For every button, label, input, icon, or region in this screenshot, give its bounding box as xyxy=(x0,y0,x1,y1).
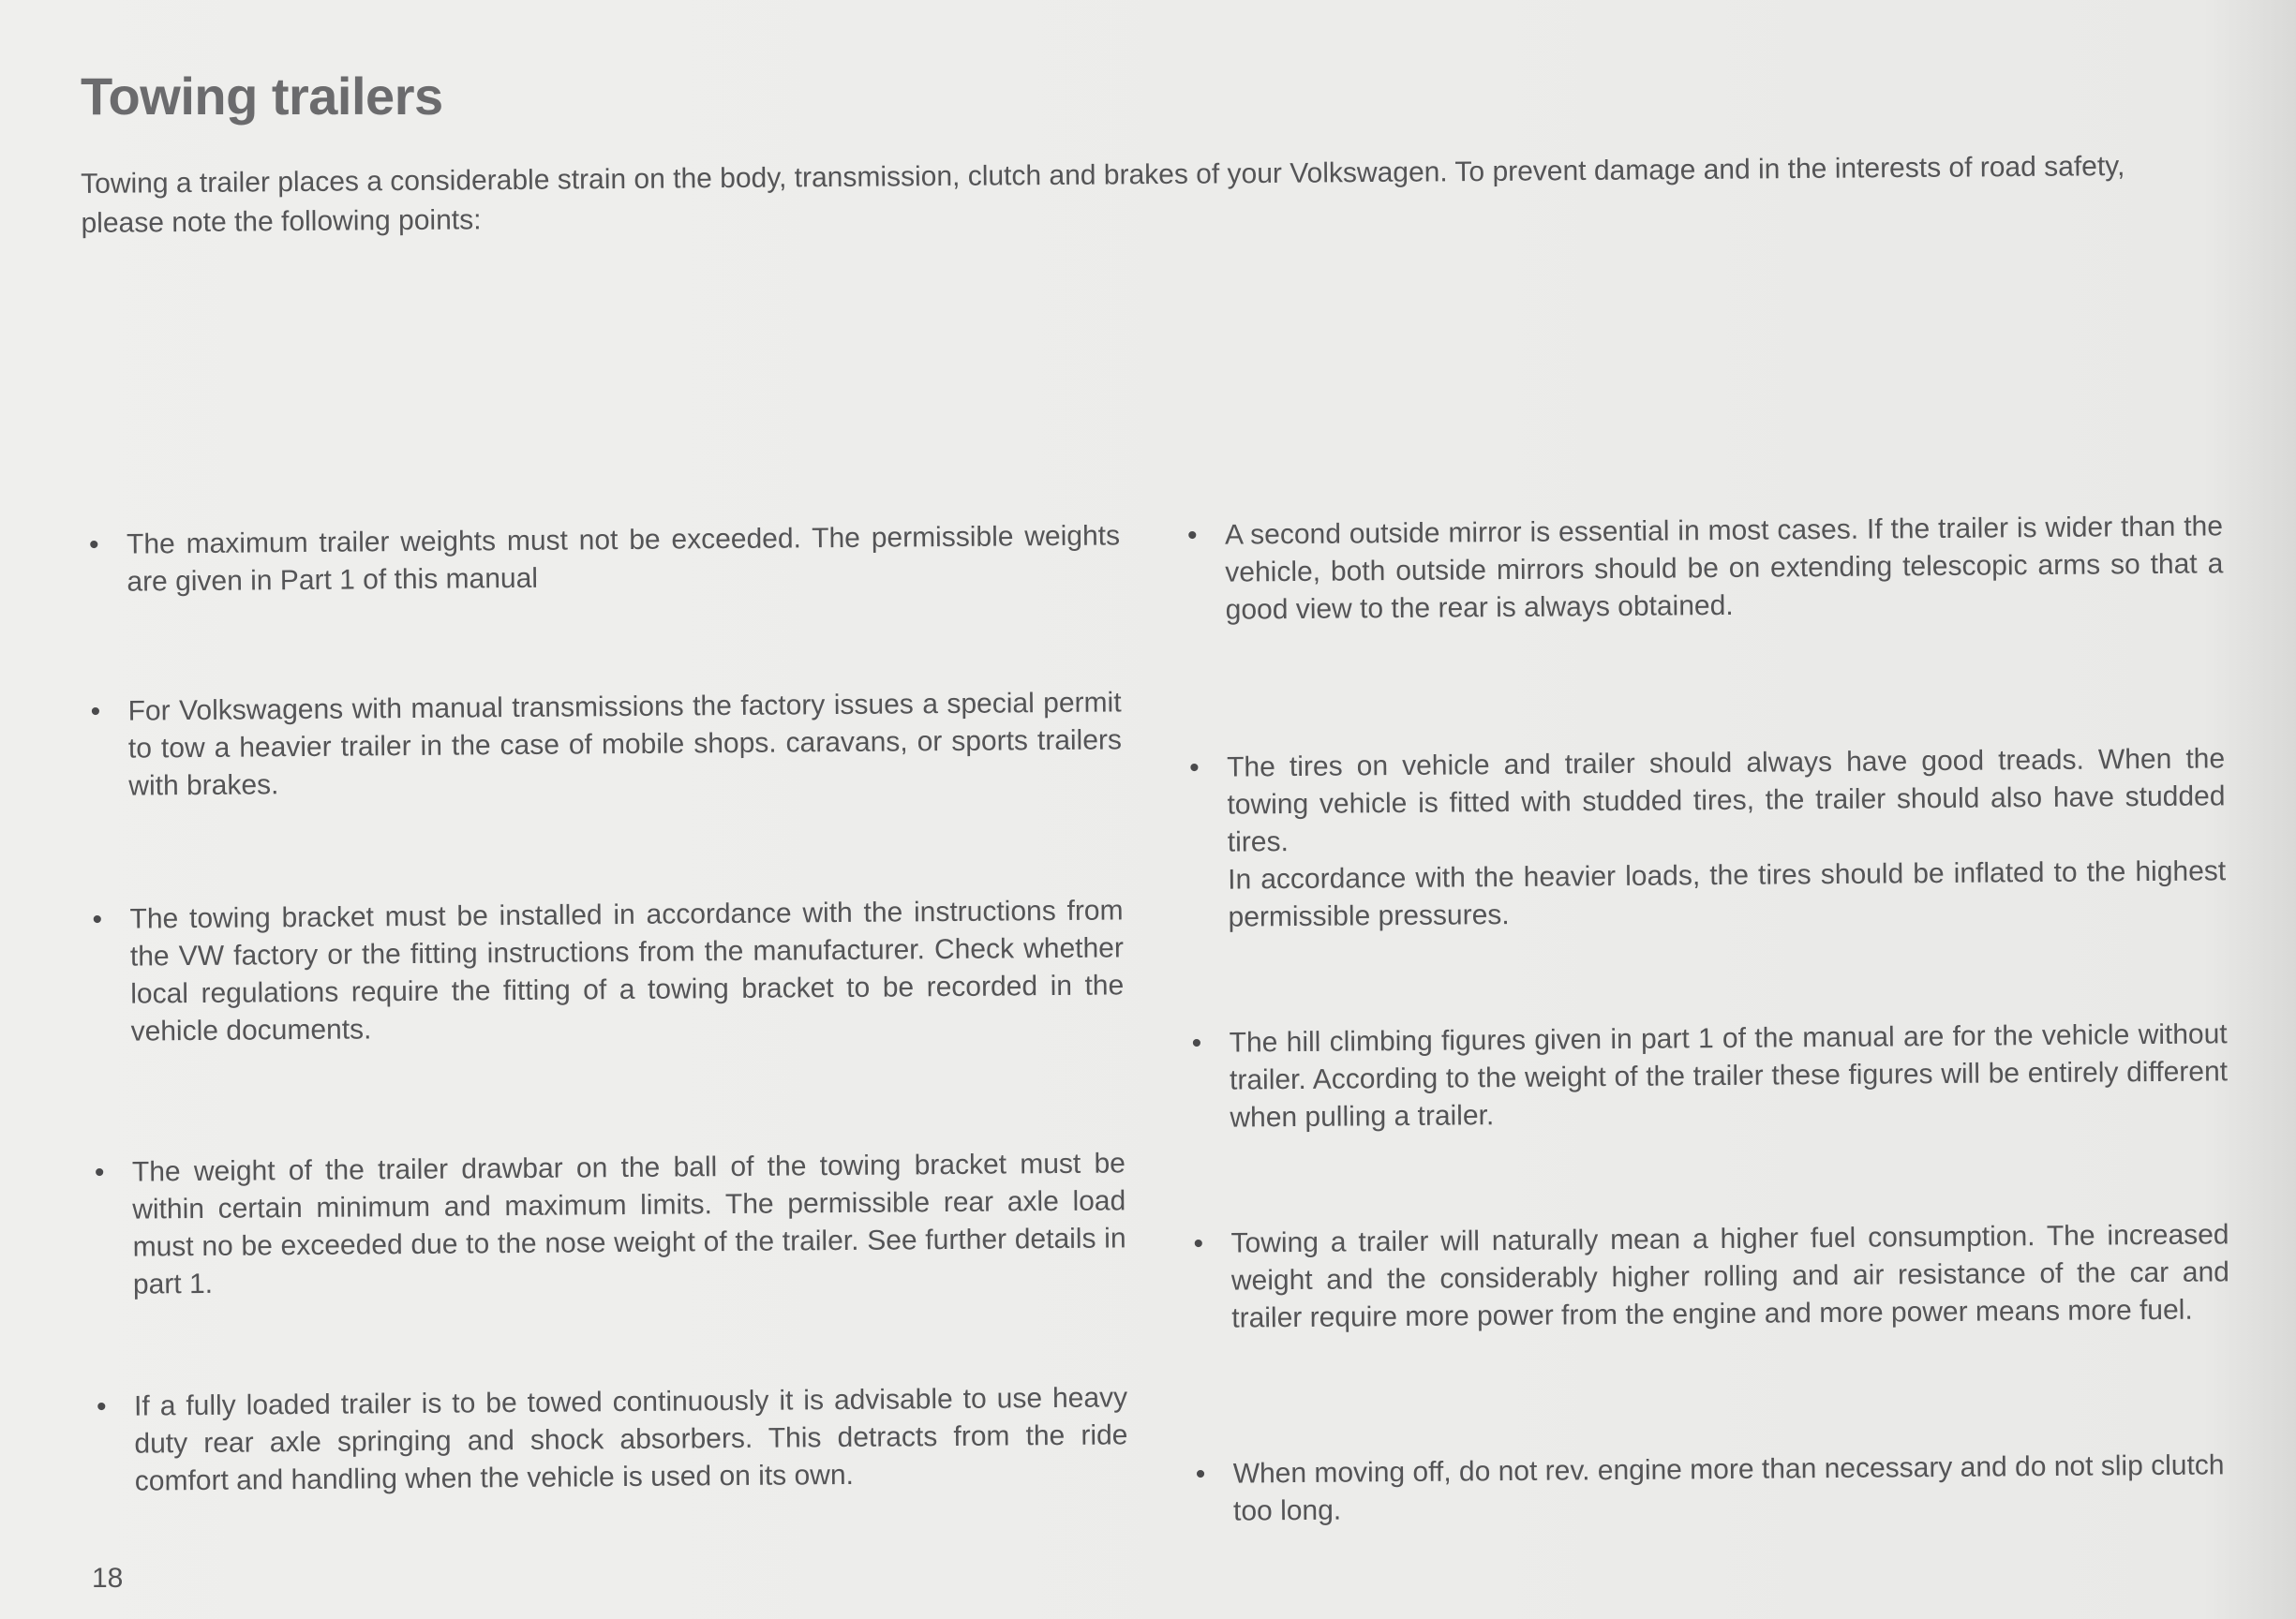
intro-paragraph: Towing a trailer places a considerable strain on the body, transmission, clutch and brakes of your Volkswagen. To prevent damage and in the interests of road safety, please note the following points: xyxy=(81,150,2125,239)
bullet-dot-icon: • xyxy=(88,528,99,560)
page-number: 18 xyxy=(92,1563,124,1594)
bullet-text: The maximum trailer weights must not be exceeded. The permissible weights are given in Part 1 of this manual xyxy=(126,520,1121,598)
bullet-item xyxy=(95,1145,1126,1304)
bullet-dot-icon: • xyxy=(90,695,101,727)
bullet-text-continued: In accordance with the heavier loads, the tires should be inflated to the highest permissible pressures. xyxy=(1228,855,2227,933)
bullet-dot-icon: • xyxy=(1189,751,1200,783)
bullet-item xyxy=(1192,1016,2229,1137)
bullet-item xyxy=(97,1379,1128,1501)
bullet-dot-icon: • xyxy=(1191,1027,1202,1059)
bullet-text: The towing bracket must be installed in accordance with the instructions from the VW factory or the fitting instructions from the manufacturer. Check whether local regulations require the fitting of a towing bracket to be recorded in the vehicle documents. xyxy=(129,895,1125,1047)
bullet-text: If a fully loaded trailer is to be towed continuously it is advisable to use heavy duty rear axle springing and shock absorbers. This detracts from the ride comfort and handling when the vehicle is used on its own. xyxy=(133,1382,1128,1497)
bullet-dot-icon: • xyxy=(96,1390,107,1422)
page-title: Towing trailers xyxy=(81,67,443,126)
bullet-dot-icon: • xyxy=(1193,1227,1204,1259)
bullet-item xyxy=(1196,1447,2232,1531)
bullet-item xyxy=(1193,1216,2229,1338)
bullet-dot-icon: • xyxy=(94,1156,105,1188)
bullet-dot-icon: • xyxy=(1195,1458,1206,1490)
bullet-text: Towing a trailer will naturally mean a higher fuel consumption. The increased weight and the considerably higher rolling and air resistance of the car and trailer require more power from the engine and more power means more fuel. xyxy=(1230,1219,2230,1334)
bullet-text-group xyxy=(1227,740,2227,936)
bullet-item xyxy=(90,684,1122,806)
bullet-text: The hill climbing figures given in part 1 of the manual are for the vehicle without trailer. According to the weight of the trailer these figures will be entirely different when pulling a trailer. xyxy=(1229,1018,2229,1134)
bullet-dot-icon: • xyxy=(1186,519,1198,551)
bullet-text: A second outside mirror is essential in most cases. If the trailer is wider than the vehicle, both outside mirrors should be on extending telescopic arms so that a good view to the rear is always obtained. xyxy=(1224,511,2224,626)
bullet-text: The weight of the trailer drawbar on the ball of the towing bracket must be within certain minimum and maximum limits. The permissible rear axle load must no be exceeded due to the nose weight of the trailer. See further details in part 1. xyxy=(131,1148,1126,1300)
bullet-item xyxy=(92,892,1124,1051)
bullet-text: When moving off, do not rev. engine more than necessary and do not slip clutch too long. xyxy=(1232,1449,2225,1527)
bullet-text: For Volkswagens with manual transmissions the factory issues a special permit to tow a heavier trailer in the case of mobile shops. caravans, or sports trailers with brakes. xyxy=(127,687,1123,802)
bullet-text: The tires on vehicle and trailer should always have good treads. When the towing vehicle is fitted with studded tires, the trailer should also have studded tires. xyxy=(1227,743,2226,858)
bullet-item xyxy=(1187,508,2224,630)
bullet-item xyxy=(89,517,1121,602)
bullet-dot-icon: • xyxy=(92,903,103,935)
bullet-item xyxy=(1189,740,2227,937)
